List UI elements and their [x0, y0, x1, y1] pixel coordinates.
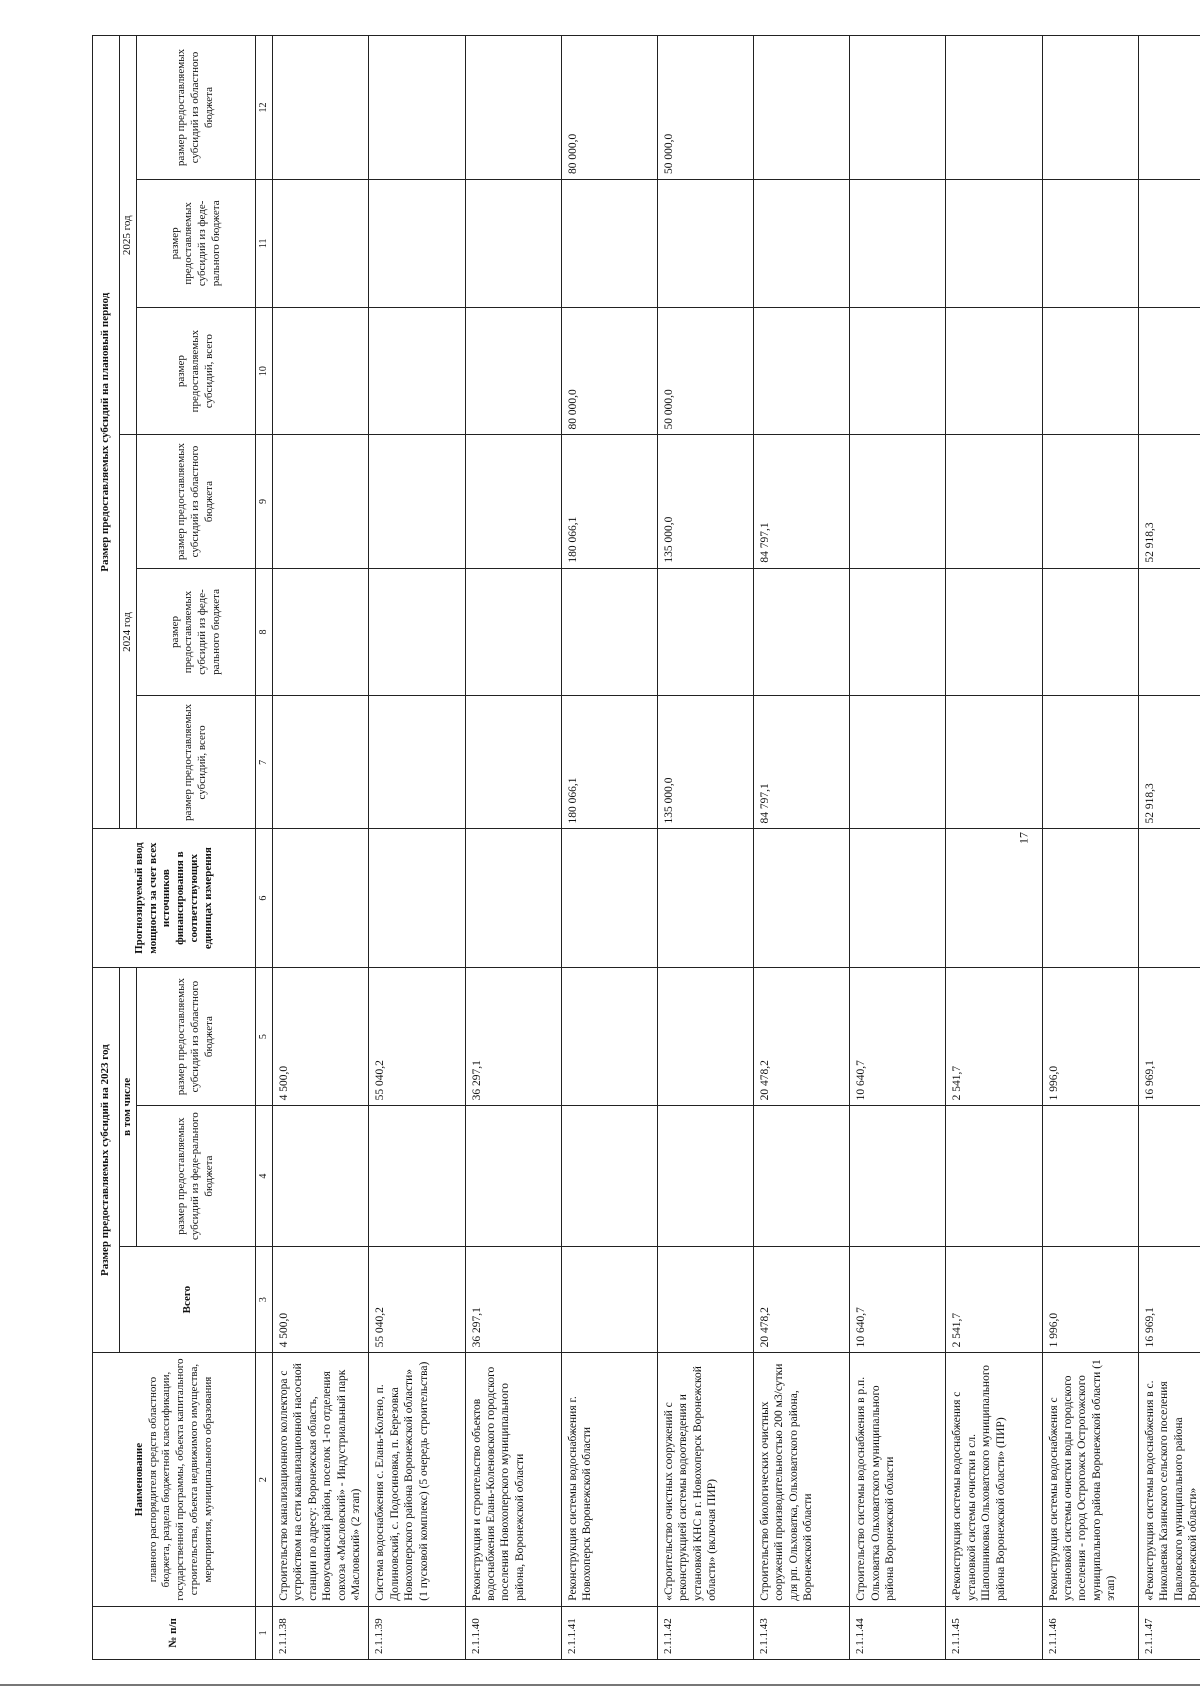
col-number: 12	[256, 36, 273, 180]
row-value-c5: 55 040,2	[369, 967, 465, 1105]
header-fed-2023: размер предоставляемых субсидий из феде-рального бюджета	[137, 1106, 256, 1247]
row-name: Реконструкция системы водоснабжения г. Новохоперск Воронежской области	[561, 1353, 657, 1606]
row-number: 2.1.1.46	[1042, 1606, 1138, 1659]
row-value-c7: 180 066,1	[561, 696, 657, 829]
header-num: № п/п	[93, 1606, 256, 1659]
table-row	[850, 36, 946, 1660]
row-value-c8	[754, 568, 850, 696]
row-name: Система водоснабжения с. Елань-Колено, п. Долиновский, с. Подосиновка, п. Березовка Новохоперского района Воронежской области» (1 пусковой комплекс) (5 очередь строительства)	[369, 1353, 465, 1606]
col-number: 9	[256, 435, 273, 568]
table-row	[369, 36, 465, 1660]
table-row	[561, 36, 657, 1660]
row-value-c3: 55 040,2	[369, 1246, 465, 1352]
row-value-c10	[754, 307, 850, 435]
row-value-c4	[465, 1106, 561, 1247]
row-number: 2.1.1.42	[657, 1606, 753, 1659]
row-name: «Реконструкция системы водоснабжения с установкой системы очистки в сл. Шапошниковка Ольховатского муниципального района Воронежской области» (ПИР)	[946, 1353, 1042, 1606]
table-row	[1138, 36, 1200, 1660]
row-name: Строительство системы водоснабжения в р.п. Ольховатка Ольховатского муниципального района Воронежской области	[850, 1353, 946, 1606]
row-name: Строительство биологических очистных сооружений производительностью 200 м3/сутки для рп. Ольховатка, Ольховатского района, Воронежской области	[754, 1353, 850, 1606]
header-fed-2025: размер предоставляемых субсидий из феде-рального бюджета	[137, 179, 256, 307]
header-year-2025: 2025 год	[120, 36, 137, 436]
row-value-c3: 36 297,1	[465, 1246, 561, 1352]
row-value-c11	[1138, 179, 1200, 307]
row-value-c9: 52 918,3	[1138, 435, 1200, 568]
row-value-c6	[754, 829, 850, 967]
row-number: 2.1.1.41	[561, 1606, 657, 1659]
header-group-plan: Размер предоставляемых субсидий на плановый период	[93, 36, 120, 829]
row-value-c8	[657, 568, 753, 696]
row-value-c12	[369, 36, 465, 180]
row-number: 2.1.1.44	[850, 1606, 946, 1659]
row-value-c3: 10 640,7	[850, 1246, 946, 1352]
row-value-c9	[465, 435, 561, 568]
table-row	[946, 36, 1042, 1660]
row-value-c5	[561, 967, 657, 1105]
row-value-c8	[1138, 568, 1200, 696]
row-value-c11	[657, 179, 753, 307]
row-value-c6	[369, 829, 465, 967]
table-row	[465, 36, 561, 1660]
row-value-c11	[754, 179, 850, 307]
row-value-c7: 84 797,1	[754, 696, 850, 829]
row-value-c6	[273, 829, 369, 967]
header-reg-2023: размер предоставляемых субсидий из областного бюджета	[137, 967, 256, 1105]
col-number: 8	[256, 568, 273, 696]
row-value-c11	[850, 179, 946, 307]
row-value-c4	[850, 1106, 946, 1247]
table-row	[273, 36, 369, 1660]
row-value-c9	[946, 435, 1042, 568]
table-row	[657, 36, 753, 1660]
header-name-desc: главного распорядителя средств областного бюджета, раздела бюджетной классификации, государственной программы, объекта капитального строительства, объекта недвижимого имущества, мероприятия, муниципального образования	[146, 1358, 214, 1601]
row-value-c5: 2 541,7	[946, 967, 1042, 1105]
col-number: 10	[256, 307, 273, 435]
row-value-c5: 36 297,1	[465, 967, 561, 1105]
row-value-c6	[850, 829, 946, 967]
row-value-c12	[465, 36, 561, 180]
row-value-c9: 84 797,1	[754, 435, 850, 568]
scan-edge-line	[0, 1684, 1200, 1686]
table-body	[273, 36, 1200, 1660]
row-value-c6	[946, 829, 1042, 967]
row-value-c8	[1042, 568, 1138, 696]
row-number: 2.1.1.47	[1138, 1606, 1200, 1659]
row-value-c5: 4 500,0	[273, 967, 369, 1105]
header-total-2025: размер предоставляемых субсидий, всего	[137, 307, 256, 435]
row-value-c4	[561, 1106, 657, 1247]
col-number: 3	[256, 1246, 273, 1352]
row-name: «Строительство очистных сооружений с реконструкцией системы водоотведения и установкой КНС в г. Новохоперск Воронежской области» (включая ПИР)	[657, 1353, 753, 1606]
subsidies-table	[92, 35, 1200, 1660]
row-number: 2.1.1.38	[273, 1606, 369, 1659]
row-value-c3: 1 996,0	[1042, 1246, 1138, 1352]
row-value-c5: 1 996,0	[1042, 967, 1138, 1105]
row-value-c8	[465, 568, 561, 696]
row-value-c7	[369, 696, 465, 829]
row-value-c5: 10 640,7	[850, 967, 946, 1105]
row-value-c5: 20 478,2	[754, 967, 850, 1105]
row-name: Реконструкция и строительство объектов водоснабжения Елань-Коленовского городского поселения Новохоперского муниципального района, Воронежской области	[465, 1353, 561, 1606]
row-value-c10	[369, 307, 465, 435]
row-value-c6	[657, 829, 753, 967]
row-value-c4	[273, 1106, 369, 1247]
col-number: 11	[256, 179, 273, 307]
row-name: Строительство канализационного коллектора с устройством на сети канализационной насосной станции по адресу: Воронежская область, Новоусманский район, поселок 1-го отделения совхоза «Масловский» - Индустриальный парк «Масловский» (2 этап)	[273, 1353, 369, 1606]
row-value-c11	[273, 179, 369, 307]
header-total-2024: размер предоставляемых субсидий, всего	[137, 696, 256, 829]
row-value-c10: 80 000,0	[561, 307, 657, 435]
row-value-c3	[561, 1246, 657, 1352]
row-number: 2.1.1.45	[946, 1606, 1042, 1659]
col-number: 5	[256, 967, 273, 1105]
rotated-page	[92, 35, 1199, 1660]
row-name: «Реконструкция системы водоснабжения в с. Николаевка Казинского сельского поселения Павловского муниципального района Воронежской области»	[1138, 1353, 1200, 1606]
row-value-c12	[1042, 36, 1138, 180]
row-number: 2.1.1.39	[369, 1606, 465, 1659]
row-value-c4	[1138, 1106, 1200, 1247]
row-value-c3: 20 478,2	[754, 1246, 850, 1352]
row-value-c6	[1042, 829, 1138, 967]
row-value-c9	[369, 435, 465, 568]
row-value-c7	[465, 696, 561, 829]
header-reg-2024: размер предоставляемых субсидий из областного бюджета	[137, 435, 256, 568]
row-value-c4	[1042, 1106, 1138, 1247]
row-value-c5: 16 969,1	[1138, 967, 1200, 1105]
header-fed-2024: размер предоставляемых субсидий из феде-рального бюджета	[137, 568, 256, 696]
col-number: 6	[256, 829, 273, 967]
row-value-c3: 4 500,0	[273, 1246, 369, 1352]
row-value-c7	[273, 696, 369, 829]
column-number-row	[256, 36, 273, 1660]
row-value-c3: 16 969,1	[1138, 1246, 1200, 1352]
row-value-c12: 50 000,0	[657, 36, 753, 180]
header-year-2024: 2024 год	[120, 435, 137, 829]
row-value-c11	[561, 179, 657, 307]
row-value-c7	[946, 696, 1042, 829]
row-value-c10	[946, 307, 1042, 435]
row-value-c7	[850, 696, 946, 829]
row-value-c7: 52 918,3	[1138, 696, 1200, 829]
table-row	[754, 36, 850, 1660]
row-name: Реконструкция системы водоснабжения с установкой системы очистки воды городского поселения - город Острогожск Острогожского муниципального района Воронежской области (1 этап)	[1042, 1353, 1138, 1606]
header-capacity: Прогнозируемый ввод мощности за счет всех источников финансирования в соответствующих единицах измерения	[93, 829, 256, 967]
table-row	[1042, 36, 1138, 1660]
col-number: 4	[256, 1106, 273, 1247]
header-name-title: Наименование	[132, 1442, 145, 1517]
col-number: 2	[256, 1353, 273, 1606]
row-value-c9	[850, 435, 946, 568]
row-number: 2.1.1.43	[754, 1606, 850, 1659]
header-reg-2025: размер предоставляемых субсидий из областного бюджета	[137, 36, 256, 180]
row-value-c6	[1138, 829, 1200, 967]
row-value-c8	[850, 568, 946, 696]
row-value-c12: 80 000,0	[561, 36, 657, 180]
row-value-c8	[561, 568, 657, 696]
row-number: 2.1.1.40	[465, 1606, 561, 1659]
row-value-c3: 2 541,7	[946, 1246, 1042, 1352]
row-value-c9: 135 000,0	[657, 435, 753, 568]
row-value-c10	[1042, 307, 1138, 435]
row-value-c9	[1042, 435, 1138, 568]
row-value-c11	[369, 179, 465, 307]
row-value-c9	[273, 435, 369, 568]
row-value-c10: 50 000,0	[657, 307, 753, 435]
row-value-c11	[1042, 179, 1138, 307]
row-value-c4	[369, 1106, 465, 1247]
row-value-c4	[754, 1106, 850, 1247]
row-value-c5	[657, 967, 753, 1105]
row-value-c11	[465, 179, 561, 307]
row-value-c9: 180 066,1	[561, 435, 657, 568]
header-total-2023: Всего	[120, 1246, 256, 1352]
row-value-c8	[369, 568, 465, 696]
row-value-c6	[561, 829, 657, 967]
row-value-c12	[754, 36, 850, 180]
row-value-c4	[657, 1106, 753, 1247]
row-value-c12	[946, 36, 1042, 180]
col-number: 1	[256, 1606, 273, 1659]
row-value-c7	[1042, 696, 1138, 829]
row-value-c11	[946, 179, 1042, 307]
row-value-c10	[465, 307, 561, 435]
row-value-c10	[273, 307, 369, 435]
row-value-c12	[273, 36, 369, 180]
row-value-c12	[850, 36, 946, 180]
row-value-c6	[465, 829, 561, 967]
row-value-c8	[946, 568, 1042, 696]
row-value-c7: 135 000,0	[657, 696, 753, 829]
row-value-c8	[273, 568, 369, 696]
row-value-c4	[946, 1106, 1042, 1247]
page-number: 17	[1016, 832, 1031, 844]
row-value-c12	[1138, 36, 1200, 180]
header-name	[93, 1353, 256, 1606]
header-incl: в том числе	[120, 967, 137, 1246]
header-group-2023: Размер предоставляемых субсидий на 2023 год	[93, 967, 120, 1352]
row-value-c3	[657, 1246, 753, 1352]
row-value-c10	[850, 307, 946, 435]
row-value-c10	[1138, 307, 1200, 435]
col-number: 7	[256, 696, 273, 829]
